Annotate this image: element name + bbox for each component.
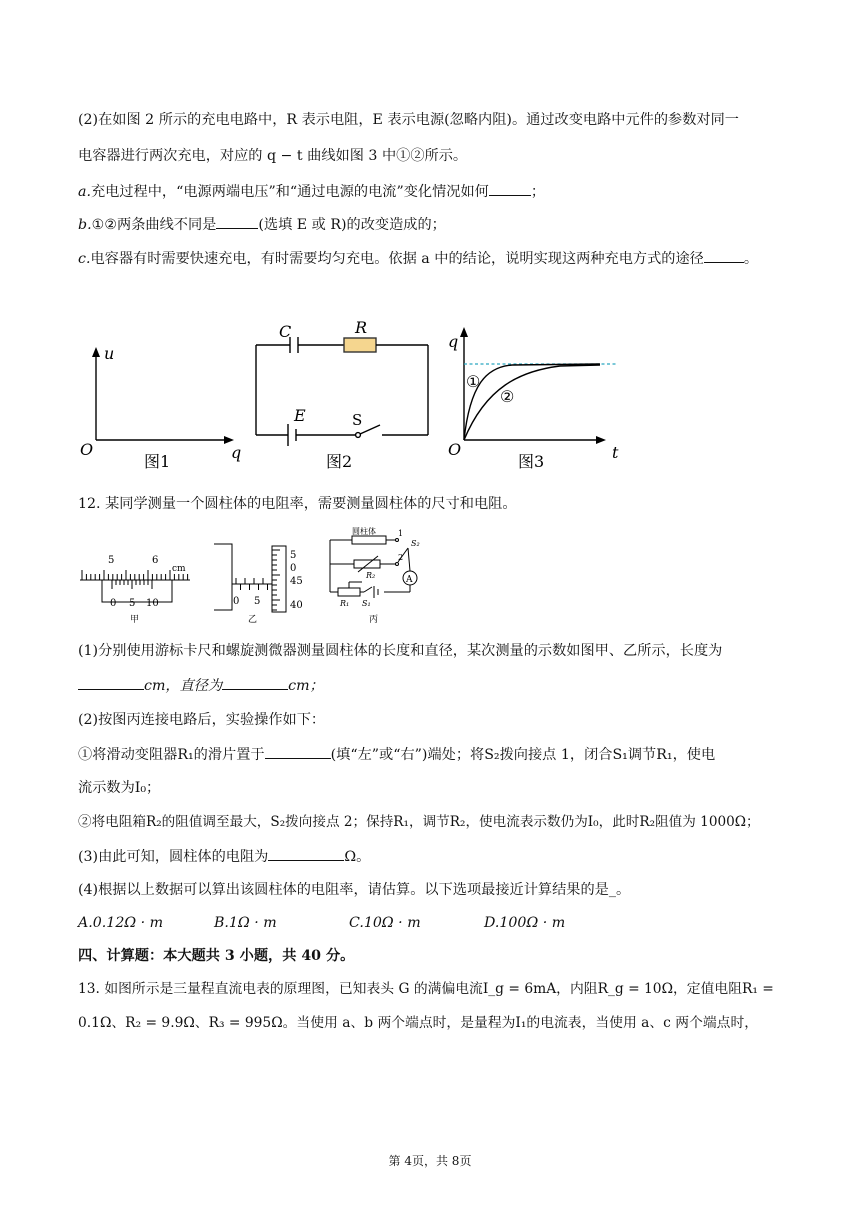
- caliper-main-6: 6: [152, 555, 159, 566]
- part2-item-c: c.电容器有时需要快速充电，有时需要均匀充电。依据 a 中的结论，说明实现这两种充电方式的途径 。: [78, 248, 758, 269]
- circuit-cylinder: 圆柱体: [352, 527, 376, 536]
- fig2-e-label: E: [294, 406, 306, 425]
- resistance-blank[interactable]: [268, 846, 344, 861]
- micrometer: [214, 544, 286, 612]
- micro-t40: 40: [290, 600, 303, 611]
- circuit-node2: 2: [398, 553, 404, 562]
- caliper-v10: 10: [146, 598, 159, 609]
- fig2-s-label: S: [352, 411, 363, 429]
- micro-m5: 5: [254, 596, 261, 607]
- q12-part4: (4)根据以上数据可以算出该圆柱体的电阻率，请估算。以下选项最接近计算结果的是_。: [78, 882, 631, 898]
- page-footer: 第 4页，共 8页: [388, 1154, 472, 1168]
- fig3-x-label: t: [612, 443, 619, 462]
- answer-blank-a[interactable]: [489, 181, 531, 196]
- fig3-y-label: q: [448, 332, 459, 351]
- circuit-caption: 丙: [369, 615, 379, 625]
- fig2-r-label: R: [355, 318, 368, 337]
- q12-part1-b: cm，直径为 cm；: [78, 675, 324, 696]
- measurement-circuit: [330, 536, 417, 598]
- fig1-caption: 图1: [144, 452, 171, 471]
- q13-line2: 0.1Ω、R₂ = 9.9Ω、R₃ = 995Ω。当使用 a、b 两个端点时，是量程为I₁的电流表，当使用 a、c 两个端点时，: [78, 1015, 759, 1031]
- part2-line1: (2)在如图 2 所示的充电电路中，R 表示电阻，E 表示电源(忽略内阻)。通过改变电路中元件的参数对同一: [78, 112, 739, 128]
- answer-blank-b[interactable]: [216, 214, 258, 229]
- slider-position-blank[interactable]: [265, 744, 331, 759]
- q12-part1-a: (1)分别使用游标卡尺和螺旋测微器测量圆柱体的长度和直径，某次测量的示数如图甲、乙所示，长度为: [78, 643, 723, 659]
- section-4-heading: 四、计算题：本大题共 3 小题，共 40 分。: [78, 948, 355, 964]
- q12-figures: [0, 526, 860, 626]
- q12-part3: (3)由此可知，圆柱体的电阻为 Ω。: [78, 846, 370, 867]
- circuit-ammeter: A: [406, 575, 413, 585]
- circuit-r2: R₂: [366, 571, 376, 580]
- micro-m0: 0: [233, 596, 240, 607]
- part2-item-b: b.①②两条曲线不同是 (选填 E 或 R)的改变造成的；: [78, 214, 446, 235]
- fig2-caption: 图2: [326, 452, 353, 471]
- option-d[interactable]: D.100Ω · m: [484, 915, 566, 931]
- part2-item-a: a.充电过程中，“电源两端电压”和“通过电源的电流”变化情况如何 ；: [78, 181, 545, 202]
- fig3-origin: O: [448, 440, 462, 459]
- fig1-x-label: q: [231, 443, 242, 462]
- fig2-circuit: [256, 337, 428, 446]
- caliper-caption: 甲: [130, 615, 140, 625]
- fig1-uq-axes: [80, 344, 241, 471]
- circuit-s1: S₁: [362, 599, 371, 608]
- micro-t5: 5: [290, 550, 297, 561]
- option-a[interactable]: A.0.12Ω · m: [78, 915, 164, 931]
- length-blank[interactable]: [78, 675, 144, 690]
- q13-line1: 13. 如图所示是三量程直流电表的原理图，已知表头 G 的满偏电流I_g = 6mA，内阻R_g = 10Ω，定值电阻R₁ =: [78, 981, 774, 997]
- micro-caption: 乙: [248, 615, 258, 625]
- part2-line2: 电容器进行两次充电，对应的 q − t 曲线如图 3 中①②所示。: [78, 148, 468, 164]
- q12-part2: (2)按图丙连接电路后，实验操作如下：: [78, 712, 326, 728]
- fig1-origin: O: [80, 440, 94, 459]
- micro-t45: 45: [290, 576, 303, 587]
- caliper-unit: cm: [172, 564, 186, 574]
- answer-blank-c[interactable]: [704, 248, 744, 263]
- fig3-curve1: ①: [466, 372, 481, 391]
- fig1-y-label: u: [104, 344, 115, 363]
- fig3-curve2: ②: [500, 387, 515, 406]
- q12-step2: ②将电阻箱R₂的阻值调至最大，S₂拨向接点 2；保持R₁，调节R₂，使电流表示数仍为I₀，此时R₂阻值为 1000Ω；: [78, 814, 760, 830]
- q12-step1-cont: 流示数为I₀；: [78, 780, 161, 796]
- caliper-main-5: 5: [108, 555, 115, 566]
- caliper-v0: 0: [110, 598, 117, 609]
- q12-step1: ①将滑动变阻器R₁的滑片置于 (填“左”或“右”)端处；将S₂拨向接点 1，闭合S₁调节R₁，使电: [78, 744, 715, 765]
- circuit-r1: R₁: [340, 599, 350, 608]
- fig3-caption: 图3: [518, 452, 545, 471]
- option-c[interactable]: C.10Ω · m: [349, 915, 421, 931]
- diameter-blank[interactable]: [222, 675, 288, 690]
- caliper-v5: 5: [129, 598, 136, 609]
- fig3-qt-graph: [448, 327, 619, 471]
- option-b[interactable]: B.1Ω · m: [214, 915, 277, 931]
- micro-t0: 0: [290, 563, 297, 574]
- q12-stem: 12. 某同学测量一个圆柱体的电阻率，需要测量圆柱体的尺寸和电阻。: [78, 496, 517, 512]
- circuit-node1: 1: [398, 529, 404, 538]
- figures-1-3: [0, 315, 860, 495]
- circuit-s2: S₂: [411, 539, 420, 548]
- fig2-c-label: C: [279, 322, 292, 341]
